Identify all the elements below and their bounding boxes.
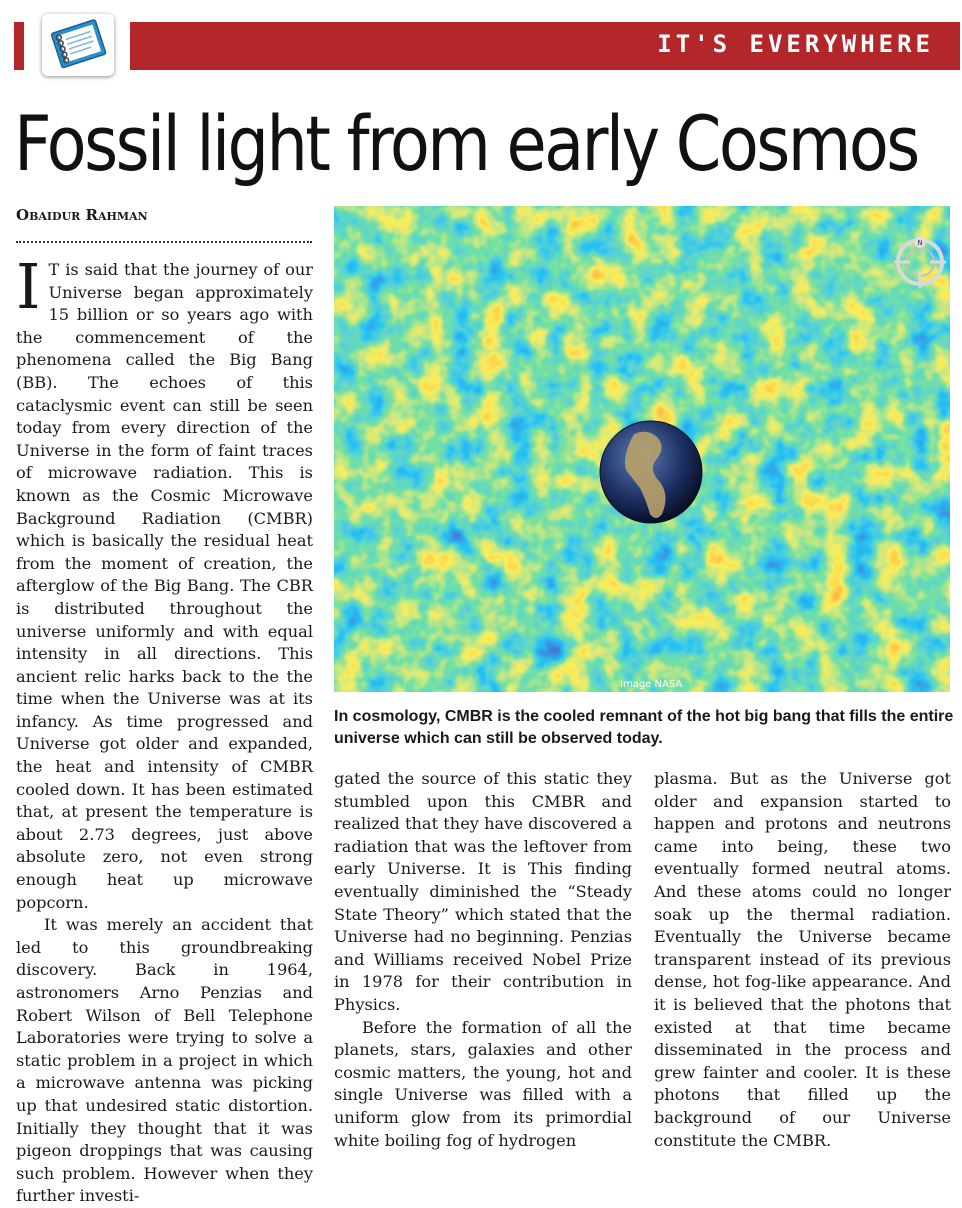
svg-text:N: N	[917, 239, 923, 247]
notebook-icon	[42, 14, 114, 76]
byline: Obaidur Rahman	[16, 206, 148, 224]
section-label: IT'S EVERYWHERE	[657, 30, 934, 58]
paragraph	[16, 250, 313, 914]
paragraph: gated the source of this static they stumbled upon this CMBR and realized that they have discovered a radiation that was the leftover from early Universe. It is This finding eventually diminished the “Steady State Theory” which stated that the Universe had no beginning. Penzias and Williams received Nobel Prize in 1978 for their contribution in Physics.	[334, 769, 632, 1014]
paragraph: It was merely an accident that led to this groundbreaking discovery. Back in 1964, astronomers Arno Penzias and Robert Wilson of Bell Telephone Laboratories were trying to solve a static problem in a project in which a microwave antenna was picking up that undesired static distortion. Initially they thought that it was pigeon droppings that was causing such problem. However when they further investi-	[16, 915, 313, 1206]
section-tab-marker	[14, 22, 24, 70]
image-caption: In cosmology, CMBR is the cooled remnant of the hot big bang that fills the entire universe which can still be observed today.	[334, 708, 954, 747]
body-column-2	[334, 768, 632, 1152]
body-column-1	[16, 250, 313, 1208]
body-column-3	[654, 768, 951, 1152]
article-headline: Fossil light from early Cosmos	[14, 99, 918, 188]
drop-cap: I	[16, 250, 41, 323]
cmbr-sky-map-image	[334, 206, 950, 692]
paragraph: plasma. But as the Universe got older and expansion started to happen and protons and neutrons came into being, these two eventually formed neutral atoms. And these atoms could no longer soak up the thermal radiation. Eventually the Universe became transparent instead of its previous dense, hot fog-like appearance. And it is believed that the photons that existed at that time became disseminated in the process and grew fainter and cooler. It is these photons that filled up the background of our Universe constitute the CMBR.	[654, 769, 951, 1150]
paragraph-text: T is said that the journey of our Universe began approximately 15 billion or so years ago with the commencement of the phenomena called the Big Bang (BB). The echoes of this cataclysmic event can still be seen today from every direction of the Universe in the form of faint traces of microwave radiation. This is known as the Cosmic Microwave Background Radiation (CMBR) which is basically the residual heat from the moment of creation, the afterglow of the Big Bang. The CBR is distributed throughout the universe uniformly and with equal intensity in all directions. This ancient relic harks back to the the time when the Universe was at its infancy. As time progressed and Universe got older and expanded, the heat and intensity of CMBR cooled down. It has been estimated that, at present the temperature is about 2.73 degrees, just above absolute zero, not even strong enough heat up microwave popcorn.	[16, 260, 313, 912]
image-credit: Image NASA	[620, 679, 683, 690]
paragraph: Before the formation of all the planets, stars, galaxies and other cosmic matters, the young, hot and single Universe was filled with a uniform glow from its primordial white boiling fog of hydrogen	[334, 1017, 632, 1150]
earth-globe-icon	[600, 421, 702, 523]
byline-divider	[16, 241, 312, 243]
